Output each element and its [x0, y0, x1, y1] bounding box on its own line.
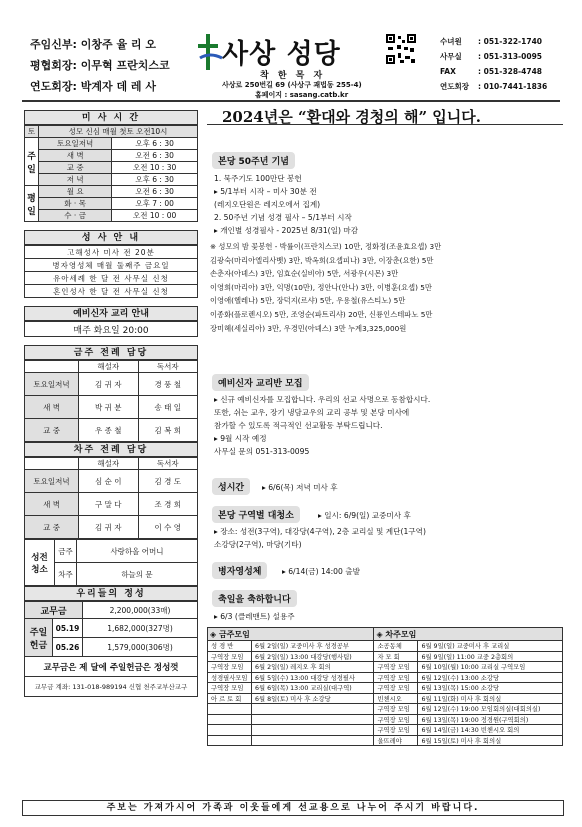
this-week-liturgy-table: 해설자 독서자 토요일저녁 김 귀 자 경 풍 철 새 벽 박 귀 분 송 태 일 교 중 우 종 철 김 복 희: [24, 360, 198, 442]
parish-name: 사상 성당: [222, 39, 341, 70]
year-divider: [207, 124, 563, 125]
contact-list: [440, 34, 547, 94]
next-week-liturgy-title: 차주 전례 담당: [24, 442, 198, 457]
holy-hour-title: 성시간: [212, 478, 250, 495]
meetings-block: [207, 627, 563, 746]
parish-address: 사상로 250번길 69 (사상구 괘법동 255-4): [222, 81, 362, 89]
qr-code-icon: [386, 34, 416, 64]
parish-homepage[interactable]: 홈페이지 : sasang.catb.kr: [255, 91, 349, 99]
header-divider: [22, 100, 560, 102]
anniversary-lines: 1. 묵주기도 100만단 봉헌 ▸ 5/1부터 시작 – 미사 30분 전 (레지오단원은 레지오에서 집계) 2. 50주년 기념 성경 필사 – 5/1부터 시작 ▸ 개인별 성경필사 - 2025년 8/31(일) 마감: [214, 174, 359, 235]
catechumen-title: 예비신자 교리 안내: [24, 306, 198, 321]
catechumen-table: 매주 화요일 20:00: [24, 321, 198, 337]
offering-table: 교무금 2,200,000(33매) 주일 헌금 05.19 1,682,000(327명) 05.26 1,579,000(306명) 교무금은 제 달에 주일헌금은 정성껏 교무금 계좌: 131-018-989194 신협 천주교부산교구: [24, 601, 198, 697]
anniversary-title: 본당 50주년 기념: [212, 152, 295, 169]
cleanup-lines: ▸ 장소: 성전(3구역), 대강당(4구역), 2층 교리실 및 계단(1구역) 소강당(2구역), 마당(기타): [214, 527, 426, 549]
feast-text: ▸ 6/3 (클레맨트) 설용주: [214, 612, 295, 621]
next-week-liturgy-table: 해설자 독서자 토요일저녁 심 순 이 김 경 도 새 벽 구 말 다 조 경 희 교 중 김 귀 자 이 수 영: [24, 457, 198, 539]
mass-table: 토 성모 신심 매월 첫토 오전10시 주일 토요일저녁 오후 6 : 30 새 벽 오전 6 : 30 교 중 오전 10 : 30 저 녁 오후 6 : 30 평일 월 요 오전 6 : 30 화 · 목 오후 7 : 00 수 · 금 오전 10 : 00: [24, 125, 198, 222]
left-column: [24, 110, 198, 697]
youth-line: 연도회장: 박계자 데 레 사: [30, 80, 156, 93]
contact-row: FAX : 051-328-4748: [440, 67, 543, 76]
year-title: 2024년은 “환대와 경청의 해” 입니다.: [222, 108, 481, 126]
recruit-title: 예비신자 교리반 모집: [212, 374, 309, 391]
feast-title: 축일을 축하합니다: [212, 590, 297, 607]
cleaning-table: 성전 청소 금주 사랑하올 어머니 차주 하늘의 문: [24, 539, 198, 586]
donation-lines: ※ 성모의 밤 꽃봉헌 - 박률이(프란치스코) 10만, 정화정(조윤효요셉) 3만 김광숙(마리아엘리사벳) 3만, 박옥희(요셉피나) 3만, 이장춘(요한) 5만 손춘자(아녜스) 3만, 임효순(실비아) 5만, 서광우(시몬) 3만 이영희(마리아) 3만, 익명(10만), 정안나(안나) 3만, 이병훈(요셉) 5만 이영애(헬레나) 5만, 장덕지(르샤) 5만, 우용철(유스티노) 5만 이종화(플로렌시오) 5만, 조영순(파트리샤) 20만, 신룡인스테파노 5만 장미혜(세실리아) 3만, 우경민(아녜스) 3만 누계3,325,000원: [210, 242, 442, 333]
holy-hour-text: ▸ 6/6(목) 저녁 미사 후: [262, 483, 338, 492]
sick-communion-text: ▸ 6/14(금) 14:00 출발: [282, 567, 360, 576]
sick-communion-title: 병자영성체: [212, 562, 267, 579]
meetings-table: ◈ 금주모임 ◈ 차주모임 성 경 반 6월 2일(일) 교중미사 후 성경공부 소공동체 6월 9일(일) 교중미사 후 교리실 구역장 모임 6월 2일(일) 13:00 대강당(행사팀) 자 모 회 6월 9일(일) 11:00 교중 2층회의 구역장 모임 6월 2일(일) 레지오 후 회의 구역장 모임 6월 10일(월) 10:00 교리실 구역모임 성경필사모임 6월 5일(수) 13:00 대강당 성경필사 구역장 모임 6월 12일(수) 13:00 소강당 구역장 모임 6월 6일(목) 13:00 교리실(대구역) 구역장 모임 6월 13일(목) 15:00 소강당 아 르 토 회 6월 8일(토) 미사 후 소강당 빈첸시오 6월 11일(화) 미사 후 회의실 구역장 모임 6월 12일(수) 19:00 모임회의실(대회의실) 구역장 모임 6월 13일(목) 19:00 정경원(구역회의) 구역장 모임 6월 14일(금) 14:30 빈첸시오 회의 울뜨레야 6월 15일(토) 미사 후 회의실: [207, 627, 563, 746]
cleanup-title: 본당 구역별 대청소: [212, 506, 300, 523]
sacrament-table: 고해성사 미사 전 20분 병자영성체 매월 둘째주 금요일 유아세례 한 달 전 사무실 신청 혼인성사 한 달 전 사무실 신청: [24, 245, 198, 298]
contact-row: 수녀원 : 051-322-1740: [440, 37, 543, 46]
cross-logo-icon: [196, 32, 224, 72]
contact-row: 사무실 : 051-313-0095: [440, 52, 543, 61]
header-staff: [30, 34, 200, 97]
offering-title: 우리들의 정성: [24, 586, 198, 601]
council-line: 평협회장: 이무혁 프란치스코: [30, 59, 170, 72]
cleanup-text: ▸ 일시: 6/9(일) 교중미사 후: [318, 511, 411, 520]
this-week-liturgy-title: 금주 전례 담당: [24, 345, 198, 360]
footer-note: 주보는 가져가시어 가족과 이웃들에게 선교용으로 나누어 주시기 바랍니다.: [22, 800, 564, 816]
mass-title: 미 사 시 간: [24, 110, 198, 125]
pastor-line: 주임신부: 이창주 율 리 오: [30, 38, 156, 51]
contact-row: 연도회장 : 010-7441-1836: [440, 82, 548, 91]
sacrament-title: 성 사 안 내: [24, 230, 198, 245]
recruit-lines: ▸ 신규 예비신자를 모집합니다. 우리의 선교 사명으로 동참합시다. 또한, 쉬는 교우, 장기 냉담교우의 교리 공부 및 본당 미사에 참가할 수 있도록 적극적인 선교활동 부탁드립니다. ▸ 9월 시작 예정 사무실 문의 051-313-0095: [214, 395, 431, 456]
parish-subtitle: 착 한 목 자: [260, 71, 326, 81]
